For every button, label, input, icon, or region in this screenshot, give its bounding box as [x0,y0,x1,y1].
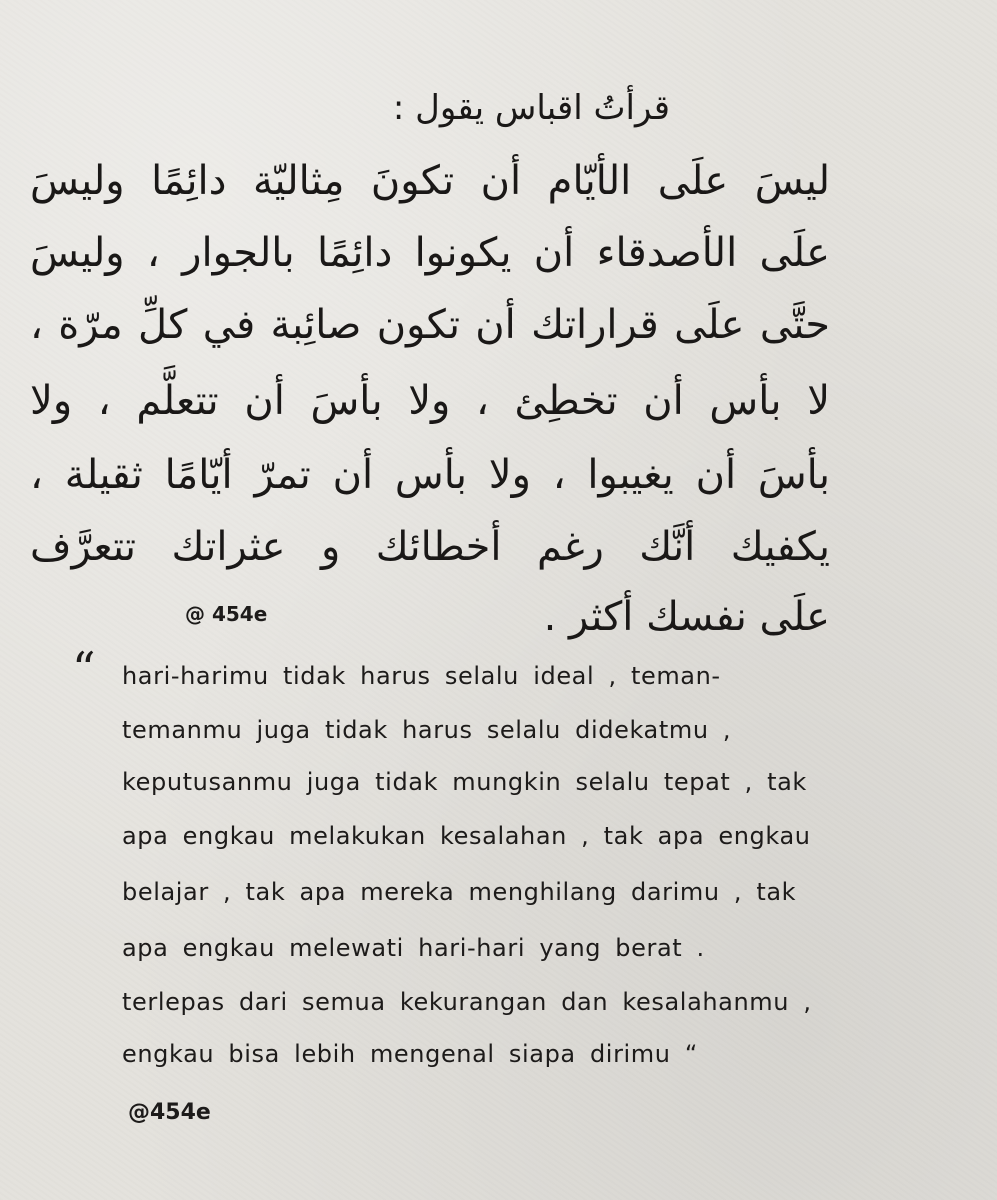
translation-line: keputusanmu juga tidak mungkin selalu tepat , tak [122,768,807,796]
arabic-line: ليسَ علَى الأيّام أن تكونَ مِثاليّة دائِمًا وليسَ [30,158,830,204]
author-handle: @454e [128,1100,211,1125]
arabic-line: علَى الأصدقاء أن يكونوا دائِمًا بالجوار ، وليسَ [30,230,830,276]
arabic-line: لا بأس أن تخطِئ ، ولا بأسَ أن تتعلَّم ، ولا [30,378,830,424]
translation-line: engkau bisa lebih mengenal siapa dirimu “ [122,1040,698,1068]
arabic-line: يكفيك أنَّك رغم أخطائك و عثراتك تتعرَّف [30,524,830,570]
translation-line: temanmu juga tidak harus selalu didekatmu , [122,716,732,744]
translation-line: apa engkau melakukan kesalahan , tak apa engkau [122,822,811,850]
author-handle: @ 454e [185,602,268,626]
translation-line: hari-harimu tidak harus selalu ideal , teman- [122,662,721,690]
arabic-line: بأسَ أن يغيبوا ، ولا بأس أن تمرّ أيّامًا ثقيلة ، [30,452,830,498]
opening-quote-mark: “ [72,642,96,696]
translation-line: apa engkau melewati hari-hari yang berat . [122,934,705,962]
arabic-heading: قرأتُ اقباس يقول : [392,88,670,128]
arabic-line: علَى نفسك أكثر . [543,594,830,640]
translation-line: terlepas dari semua kekurangan dan kesalahanmu , [122,988,812,1016]
translation-line: belajar , tak apa mereka menghilang darimu , tak [122,878,797,906]
arabic-line: حتَّى علَى قراراتك أن تكون صائِبة في كلِّ مرّة ، [30,302,830,348]
